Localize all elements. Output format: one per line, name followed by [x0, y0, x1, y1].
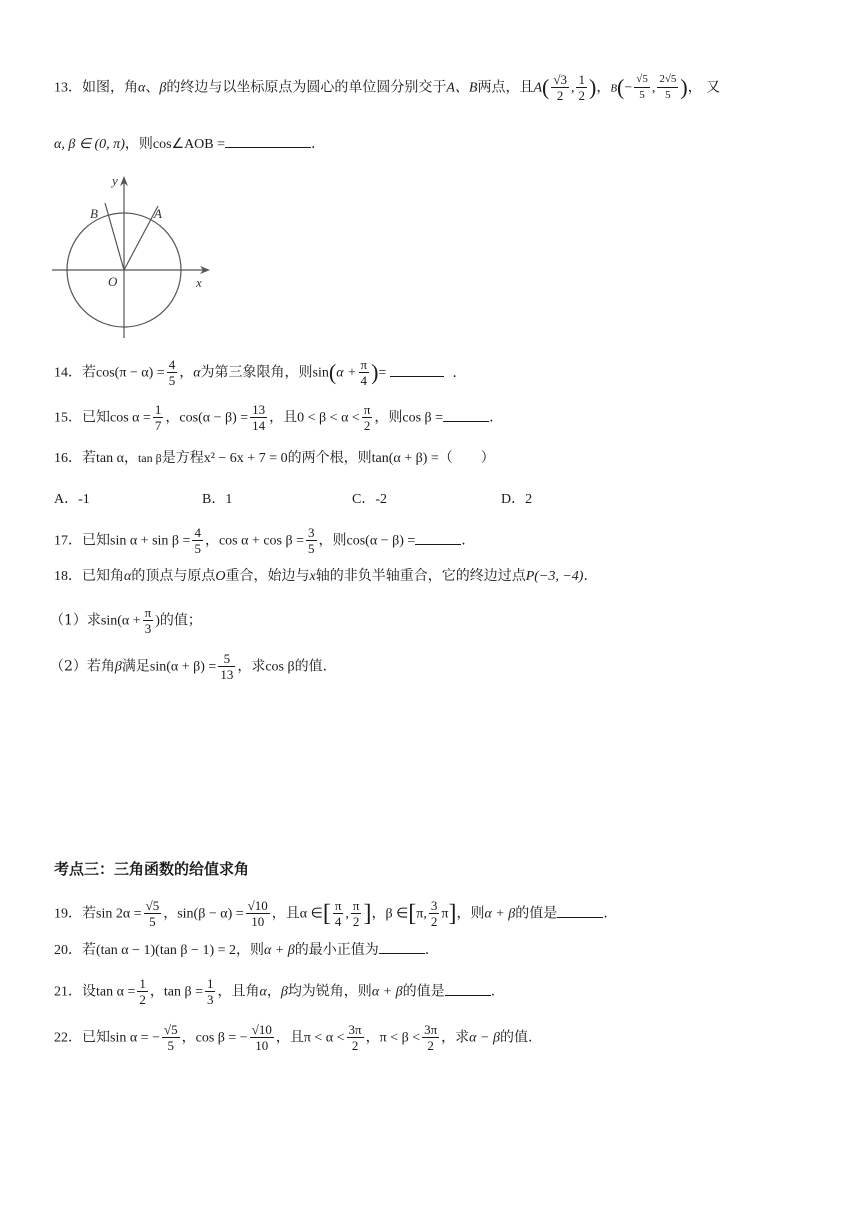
math-expr: sin [312, 365, 329, 381]
origin-label: O [108, 274, 118, 289]
text: ， [123, 450, 138, 466]
denominator: 2 [578, 88, 585, 103]
paren: ( [617, 74, 625, 100]
text: 的值是 [402, 983, 445, 1000]
math-expr: α + β [264, 943, 295, 958]
text: ，求 [237, 658, 266, 675]
option-a[interactable]: A．-1 [54, 492, 90, 507]
fraction [137, 976, 148, 1007]
paren: ) [680, 74, 688, 100]
question-18 [54, 566, 588, 587]
fraction [144, 898, 162, 929]
denominator: 5 [194, 541, 201, 556]
text: ，且角 [217, 983, 260, 1000]
math-expr: π < β < [379, 1030, 421, 1046]
text: . [583, 568, 588, 584]
fraction [218, 651, 235, 682]
question-21 [54, 976, 495, 1007]
text: . [489, 409, 494, 426]
text: 已知角 [82, 568, 124, 584]
fraction [167, 357, 178, 388]
answer-blank[interactable] [225, 133, 311, 148]
text: 又 [706, 79, 721, 96]
text: ，则 [456, 905, 485, 922]
text: 若 [82, 905, 96, 922]
denominator: 7 [154, 418, 162, 433]
text: . [490, 983, 496, 1000]
text: 的顶点与原点 [131, 568, 216, 584]
math-expr: sin 2α = [96, 906, 142, 922]
text: 的两个根，则 [287, 450, 372, 466]
math-expr: α ∈ [299, 906, 323, 922]
question-number: 15． [54, 410, 82, 426]
denominator: 3 [206, 992, 214, 1007]
math-expr: π, [416, 906, 427, 922]
text: 为第三象限角，则 [200, 364, 313, 381]
math-expr: α + [336, 365, 357, 381]
answer-blank[interactable] [379, 939, 425, 954]
answer-blank[interactable] [390, 362, 444, 377]
text: ，则 [236, 942, 264, 958]
numerator: π [352, 898, 360, 913]
answer-paren[interactable]: （ ） [438, 450, 495, 466]
question-13: 13．如图，角α、β的终边与以坐标原点为圆心的单位圆分别交于A、B两点，且A( $\frac{√3}{2}$ , $\frac{1}{2}$ )，B(− $\frac{√5}{5}$ , $\frac{2√5}{5}$ )， 又 [54, 72, 721, 103]
numerator: √5 [163, 1022, 178, 1037]
fraction [422, 1022, 439, 1053]
paren: ) [588, 74, 597, 100]
text: 两点，且 [477, 79, 534, 96]
text: ， [204, 532, 219, 549]
question-number: 20． [54, 943, 82, 958]
question-14: 14．若cos(π − α) = $\frac{4}{5}$ ，α为第三象限角，则sin(α + $\frac{\pi}{4}$ )= . [54, 357, 457, 388]
math-expr: sin(α + β) = [149, 659, 217, 675]
text: 的值. [499, 1029, 533, 1046]
denominator: 14 [252, 418, 266, 433]
question-19: 19．若sin 2α = $\frac{√5}{5}$ ，sin(β − α) = $\frac{√10}{10}$ ，且α ∈[ $\frac{\pi}{4}$ , $\frac{\pi}{2}$ ]，β ∈[π, $\frac{3}{2}$ π]，则α + β的值是 . [54, 898, 608, 929]
math-expr: cos α + cos β = [218, 533, 305, 549]
question-number: 13． [54, 80, 82, 96]
denominator: 2 [427, 1038, 434, 1053]
denominator: 4 [334, 914, 342, 929]
numerator: π [363, 402, 371, 417]
text: 均为锐角，则 [287, 983, 372, 1000]
math-expr: π [441, 906, 449, 922]
question-number: 22． [54, 1030, 82, 1046]
math-expr: π < α < [303, 1030, 345, 1046]
answer-blank[interactable] [557, 903, 603, 918]
math-expr: cos β = [402, 410, 444, 426]
math-alpha: α [124, 569, 132, 584]
question-16 [54, 448, 495, 469]
math-expr: x² − 6x + 7 = 0 [203, 451, 288, 466]
math-expr: α − β [469, 1030, 500, 1046]
fraction [192, 525, 203, 556]
fraction [429, 898, 440, 929]
question-number: 21． [54, 984, 82, 1000]
math-expr: tan β = [163, 984, 203, 1000]
fraction [153, 402, 164, 433]
text: ， [371, 905, 386, 922]
denominator: 2 [556, 88, 564, 103]
math-origin: O [215, 569, 226, 584]
numerator: √10 [251, 1022, 272, 1037]
fraction [250, 402, 267, 433]
math-expr: α + β [371, 984, 403, 1000]
text: 的值是 [515, 905, 558, 922]
math-expr: cos∠AOB = [152, 137, 226, 152]
denominator: 2 [139, 992, 146, 1007]
text: ，则 [318, 532, 347, 549]
fraction [362, 402, 373, 433]
text: 已知 [82, 409, 110, 426]
unit-circle-figure [48, 168, 218, 343]
paren: ( [542, 74, 550, 100]
text: 轴的非负半轴重合，它的终边过点 [315, 568, 526, 584]
text: . [603, 905, 608, 922]
text: . [311, 136, 316, 152]
text: ， [179, 364, 194, 381]
math-expr: α + β [484, 906, 516, 922]
math-point-a: A [533, 80, 543, 96]
denominator: 5 [168, 373, 176, 388]
denominator: 5 [167, 1038, 175, 1053]
option-d[interactable]: D．2 [501, 492, 533, 507]
math-expr: cos(α − β) = [346, 533, 416, 549]
text: 的最小正值为 [294, 942, 379, 958]
question-15 [54, 402, 494, 433]
text: ， [165, 409, 180, 426]
x-label: x [196, 275, 202, 290]
question-13-line2 [54, 133, 315, 155]
numerator: 1 [206, 976, 214, 991]
option-c[interactable]: C．-2 [352, 492, 387, 507]
question-number: 14． [54, 365, 82, 381]
text: ，则 [374, 409, 403, 426]
text: 重合，始边与 [225, 568, 310, 584]
text: 的值； [159, 612, 202, 629]
denominator: 5 [665, 89, 671, 101]
math-beta: β [114, 659, 122, 675]
text: 是方程 [161, 450, 204, 466]
math-expr: cos α = [110, 410, 151, 426]
numerator: 5 [218, 651, 235, 667]
math-point-p: P(−3, −4) [525, 569, 584, 584]
denominator: 2 [363, 418, 371, 433]
question-16-options [54, 488, 654, 508]
text: 已知 [82, 532, 110, 549]
text: 若 [82, 942, 96, 958]
math-expr: cos(α − β) = [179, 410, 249, 426]
numerator: 1 [139, 976, 146, 991]
text: . [452, 364, 457, 381]
math-expr: tan β [137, 451, 162, 465]
numerator: 2√5 [657, 72, 678, 88]
answer-blank[interactable] [445, 981, 491, 996]
text: 已知 [82, 1029, 110, 1046]
math-expr: β ∈ [385, 906, 409, 922]
text: ，且 [275, 1029, 304, 1046]
text: 的值. [294, 658, 328, 675]
fraction [162, 1022, 180, 1053]
denominator: 3 [144, 621, 152, 636]
math-alpha: α [138, 80, 146, 96]
text: ，且 [269, 409, 298, 426]
fraction [333, 898, 344, 929]
answer-blank[interactable] [415, 530, 461, 545]
math-expr: sin α + sin β = [110, 533, 191, 549]
math-expr: sin(α + [100, 613, 141, 629]
math-expr: cos β [265, 659, 295, 675]
text: . [461, 532, 466, 549]
section-title: 考点三：三角函数的给值求角 [54, 860, 250, 878]
question-22 [54, 1022, 532, 1053]
text: 设 [82, 983, 96, 1000]
question-20 [54, 939, 429, 961]
fraction [351, 898, 362, 929]
denominator: 4 [360, 373, 368, 388]
text: . [424, 942, 430, 958]
math-expr: tan(α + β) = [371, 451, 439, 466]
text: （2）若角 [50, 658, 115, 675]
math-expr: tan α [96, 451, 124, 466]
option-b[interactable]: B．1 [202, 492, 233, 507]
fraction [576, 72, 587, 103]
math-expr: cos β = − [195, 1030, 248, 1046]
math-expr: 0 < β < α < [297, 410, 360, 426]
point-a-label: A [154, 206, 162, 221]
denominator: 2 [430, 914, 438, 929]
numerator: 4 [194, 525, 201, 540]
denominator: 10 [251, 914, 265, 929]
fraction [205, 976, 216, 1007]
denominator: 10 [255, 1038, 269, 1053]
numerator: π [360, 357, 368, 372]
denominator: 2 [352, 914, 360, 929]
denominator: 13 [220, 667, 234, 682]
math-expr: (tan α − 1)(tan β − 1) = 2 [96, 943, 236, 958]
question-18-part-1 [50, 605, 202, 636]
math-expr: ) [155, 613, 160, 629]
math-expr: = [378, 365, 387, 381]
text: ， [365, 1029, 380, 1046]
text: ， [181, 1029, 196, 1046]
numerator: 13 [252, 402, 266, 417]
fraction [551, 72, 569, 103]
fraction [143, 605, 154, 636]
numerator: 3π [424, 1022, 438, 1037]
question-number: 16． [54, 451, 82, 466]
denominator: 5 [308, 541, 315, 556]
text: 若 [82, 364, 96, 381]
answer-blank[interactable] [443, 407, 489, 422]
text: 满足 [121, 658, 150, 675]
math-beta: β [159, 80, 167, 96]
question-number: 17． [54, 533, 82, 549]
question-17 [54, 525, 466, 556]
question-18-part-2 [50, 651, 327, 682]
numerator: 3 [430, 898, 438, 913]
text: ，求 [441, 1029, 470, 1046]
numerator: √5 [634, 72, 650, 88]
numerator: π [334, 898, 342, 913]
math-expr: tan α = [96, 984, 136, 1000]
fraction [657, 72, 678, 103]
math-beta: β [280, 984, 288, 1000]
math-x: x [309, 569, 316, 584]
fraction [347, 1022, 364, 1053]
numerator: π [144, 605, 152, 620]
text: ，则 [124, 136, 153, 152]
denominator: 5 [639, 89, 645, 101]
fraction [359, 357, 370, 388]
numerator: √10 [247, 898, 268, 913]
fraction [246, 898, 270, 929]
numerator: 4 [168, 357, 176, 372]
fraction [306, 525, 317, 556]
numerator: 1 [154, 402, 162, 417]
text: （1）求 [50, 612, 101, 629]
text: ， [163, 905, 178, 922]
denominator: 2 [351, 1038, 359, 1053]
y-label: y [112, 173, 118, 188]
denominator: 5 [149, 914, 156, 929]
fraction [634, 72, 650, 103]
numerator: 1 [578, 72, 585, 87]
math-point-b: B [610, 82, 618, 95]
text: ， [149, 983, 164, 1000]
text: ，且 [271, 905, 300, 922]
numerator: √3 [553, 72, 567, 87]
math-expr: sin(β − α) = [177, 906, 244, 922]
text: 若 [82, 450, 96, 466]
question-number: 19． [54, 906, 82, 922]
text: 、 [145, 79, 160, 96]
numerator: 3 [308, 525, 315, 540]
math-alpha: α [193, 365, 201, 381]
text: ， [266, 983, 281, 1000]
math-expr: sin α = − [110, 1030, 160, 1046]
text: 如图，角 [82, 79, 138, 96]
math-points: A、B [446, 80, 478, 96]
numerator: √5 [145, 898, 160, 913]
question-number: 18． [54, 569, 82, 584]
math-alpha: α [259, 984, 267, 1000]
point-b-label: B [90, 206, 98, 221]
math-expr: α, β ∈ (0, π) [54, 137, 125, 152]
math-expr: cos(π − α) = [96, 365, 165, 381]
text: 的终边与以坐标原点为圆心的单位圆分别交于 [166, 79, 447, 96]
numerator: 3π [348, 1022, 362, 1037]
fraction [250, 1022, 274, 1053]
